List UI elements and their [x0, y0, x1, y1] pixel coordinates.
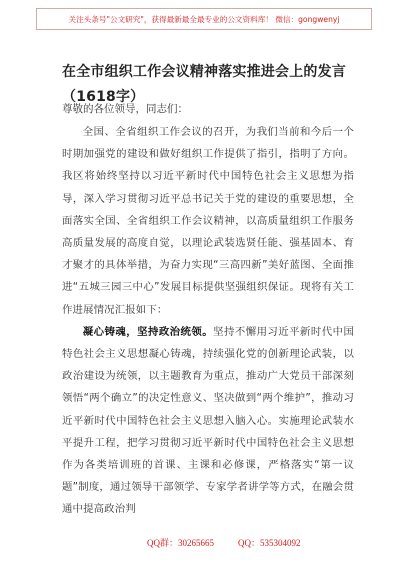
header-banner [36, 8, 372, 30]
footer-qq-group: QQ群：30265665 [147, 538, 214, 548]
salutation: 尊敬的各位领导，同志们： [62, 103, 188, 115]
header-banner-text: 关注头条号"公文研究"，获得最新最全最专业的公文资料库！ 微信：gongwenyj [68, 14, 340, 24]
footer-qq: QQ：535304092 [238, 538, 301, 548]
footer [0, 536, 408, 554]
document-body [62, 121, 354, 521]
paragraph-section-1 [62, 321, 354, 521]
section-text: 坚持不懈用习近平新时代中国特色社会主义思想凝心铸魂，持续强化党的创新理论武装，以政治建设为统领，以主题教育为重点，推动广大党员干部深刻领悟“两个确立”的决定性意义、坚决做到“两个维护”，推动习近平新时代中国特色社会主义思想入脑入心。实施理论武装水平提升工程，把学习贯彻习近平新时代中国特色社会主义思想作为各类培训班的首课、主课和必修课，严格落实“第一议题”制度，通过领导干部领学、专家学者讲学等方式，在融会贯通中提高政治判 [62, 325, 354, 516]
document-title: 在全市组织工作会议精神落实推进会上的发言（1618字） [62, 64, 346, 105]
section-heading: 凝心铸魂，坚持政治统领。 [82, 325, 214, 338]
paragraph-intro: 全国、全省组织工作会议的召开，为我们当前和今后一个时期加强党的建设和做好组织工作提供了指引，指明了方向。我区将始终坚持以习近平新时代中国特色社会主义思想为指导，深入学习贯彻习近平总书记关于党的建设的重要思想，全面落实全国、全省组织工作会议精神，以高质量组织工作服务高质量发展的高度自觉，以理论武装选贤任能、强基固本、育才聚才的具体举措，为奋力实现“三高四新”美好蓝图、全面推进“五城三园三中心”发展目标提供坚强组织保证。现将有关工作进展情况汇报如下： [62, 126, 354, 316]
